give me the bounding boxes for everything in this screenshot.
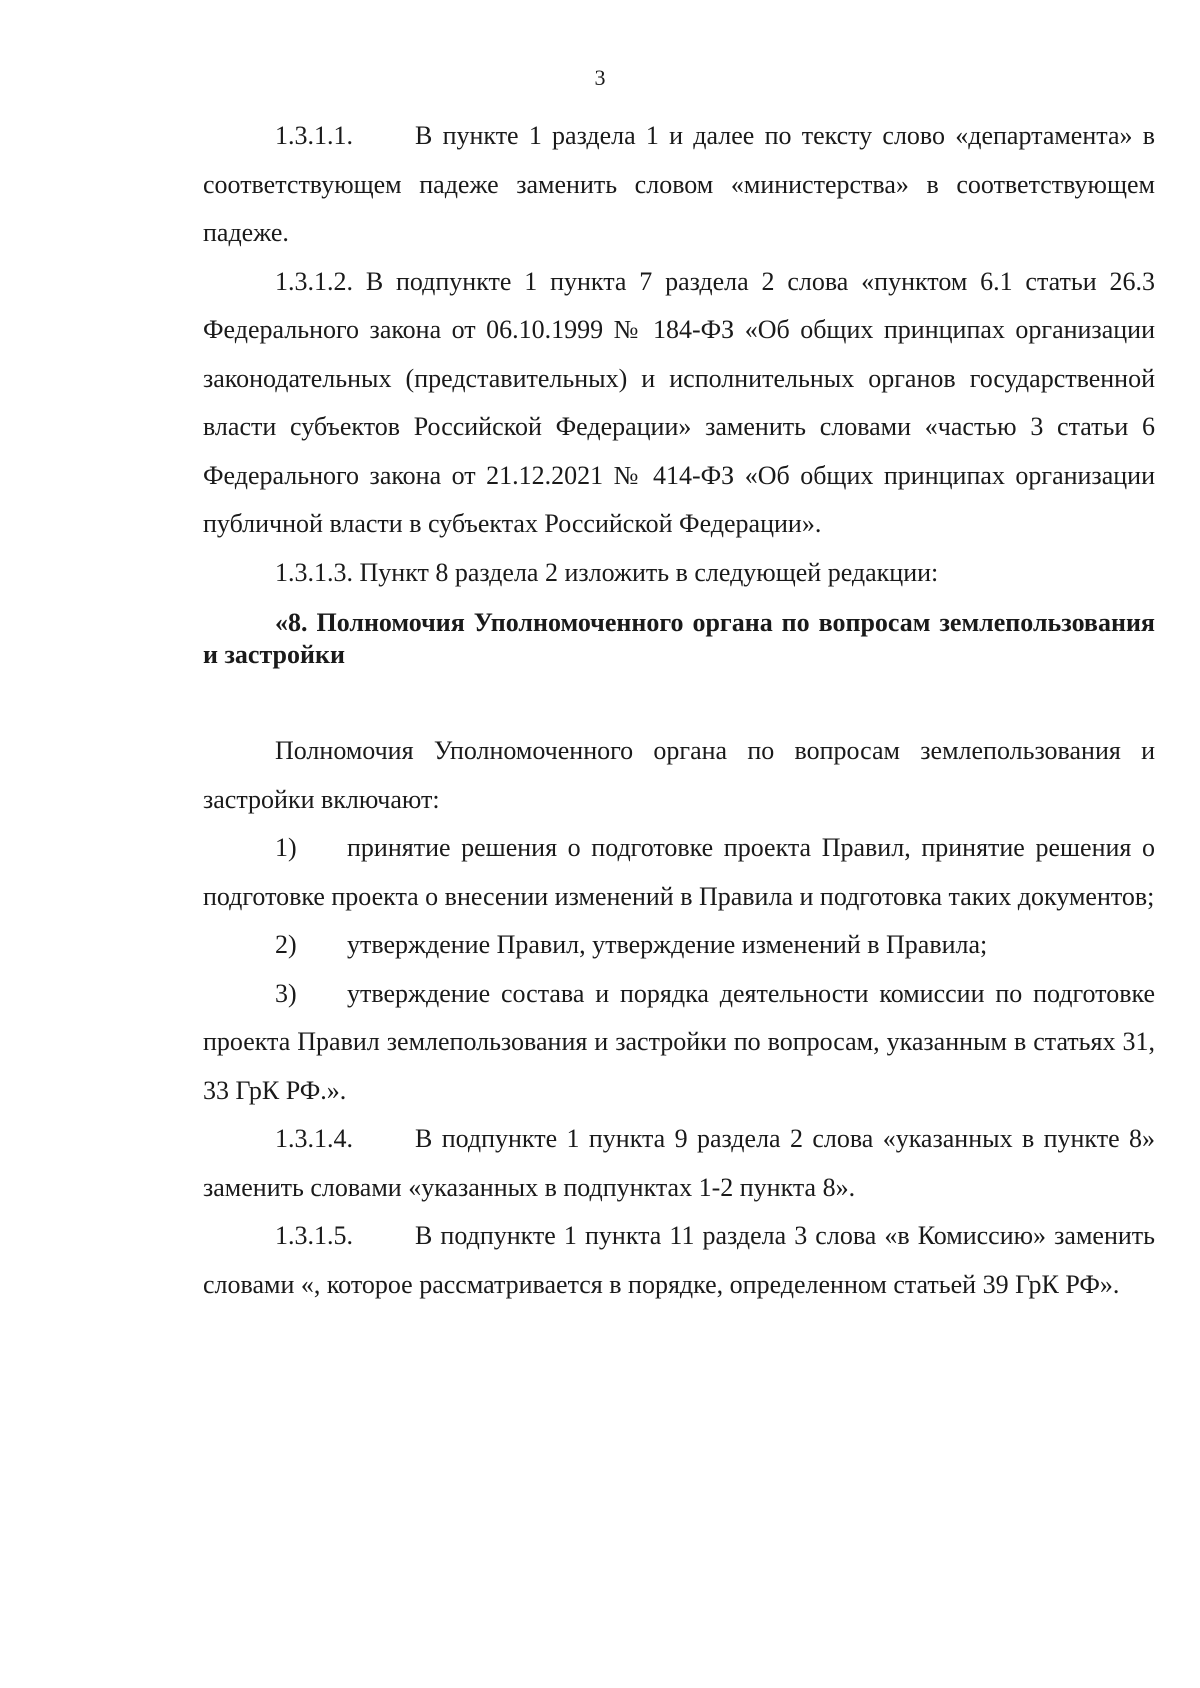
- list-item-number: 1): [275, 833, 297, 862]
- section-heading: «8. Полномочия Уполномоченного органа по вопросам землепользования и застройки: [203, 608, 1155, 669]
- paragraph-text: В пункте 1 раздела 1 и далее по тексту слово «департамента» в соответствующем падеже заменить словом «министерства» в соответствующем падеже.: [203, 121, 1155, 247]
- paragraph-1-3-1-3: 1.3.1.3. Пункт 8 раздела 2 изложить в следующей редакции:: [275, 557, 939, 587]
- spacer: [203, 671, 1155, 727]
- list-item-text: принятие решения о подготовке проекта Правил, принятие решения о подготовке проекта о внесении изменений в Правила и подготовка таких документов;: [203, 833, 1155, 911]
- paragraph-number: 1.3.1.5.: [275, 1221, 353, 1250]
- document-body: [203, 112, 1155, 1309]
- page-number: 3: [594, 65, 606, 90]
- paragraph-1-3-1-1: [203, 112, 1155, 258]
- paragraph-number: 1.3.1.1.: [275, 121, 353, 150]
- paragraph-text: В подпункте 1 пункта 11 раздела 3 слова «в Комиссию» заменить словами «, которое рассматривается в порядке, определенном статьей 39 ГрК РФ».: [203, 1221, 1155, 1299]
- list-item-3: [203, 970, 1155, 1116]
- list-item-text: утверждение Правил, утверждение изменений в Правила;: [347, 930, 988, 959]
- paragraph-number: 1.3.1.4.: [275, 1124, 353, 1153]
- list-item-1: [203, 824, 1155, 921]
- paragraph-powers-intro: Полномочия Уполномоченного органа по вопросам землепользования и застройки включают:: [203, 736, 1155, 814]
- paragraph-1-3-1-5: [203, 1212, 1155, 1309]
- list-item-number: 2): [275, 930, 297, 959]
- paragraph-1-3-1-4: [203, 1115, 1155, 1212]
- list-item-2: [203, 921, 1155, 970]
- list-item-number: 3): [275, 978, 297, 1008]
- paragraph-text: В подпункте 1 пункта 9 раздела 2 слова «указанных в пункте 8» заменить словами «указанных в подпунктах 1-2 пункта 8».: [203, 1124, 1155, 1202]
- paragraph-1-3-1-2: 1.3.1.2. В подпункте 1 пункта 7 раздела 2 слова «пунктом 6.1 статьи 26.3 Федерального закона от 06.10.1999 № 184-ФЗ «Об общих принципах организации законодательных (представительных) и исполнительных органов государственной власти субъектов Российской Федерации» заменить словами «частью 3 статьи 6 Федерального закона от 21.12.2021 № 414-ФЗ «Об общих принципах организации публичной власти в субъектах Российской Федерации».: [203, 266, 1155, 538]
- list-item-text: утверждение состава и порядка деятельности комиссии по подготовке проекта Правил землепользования и застройки по вопросам, указанным в статьях 31, 33 ГрК РФ.».: [203, 978, 1155, 1105]
